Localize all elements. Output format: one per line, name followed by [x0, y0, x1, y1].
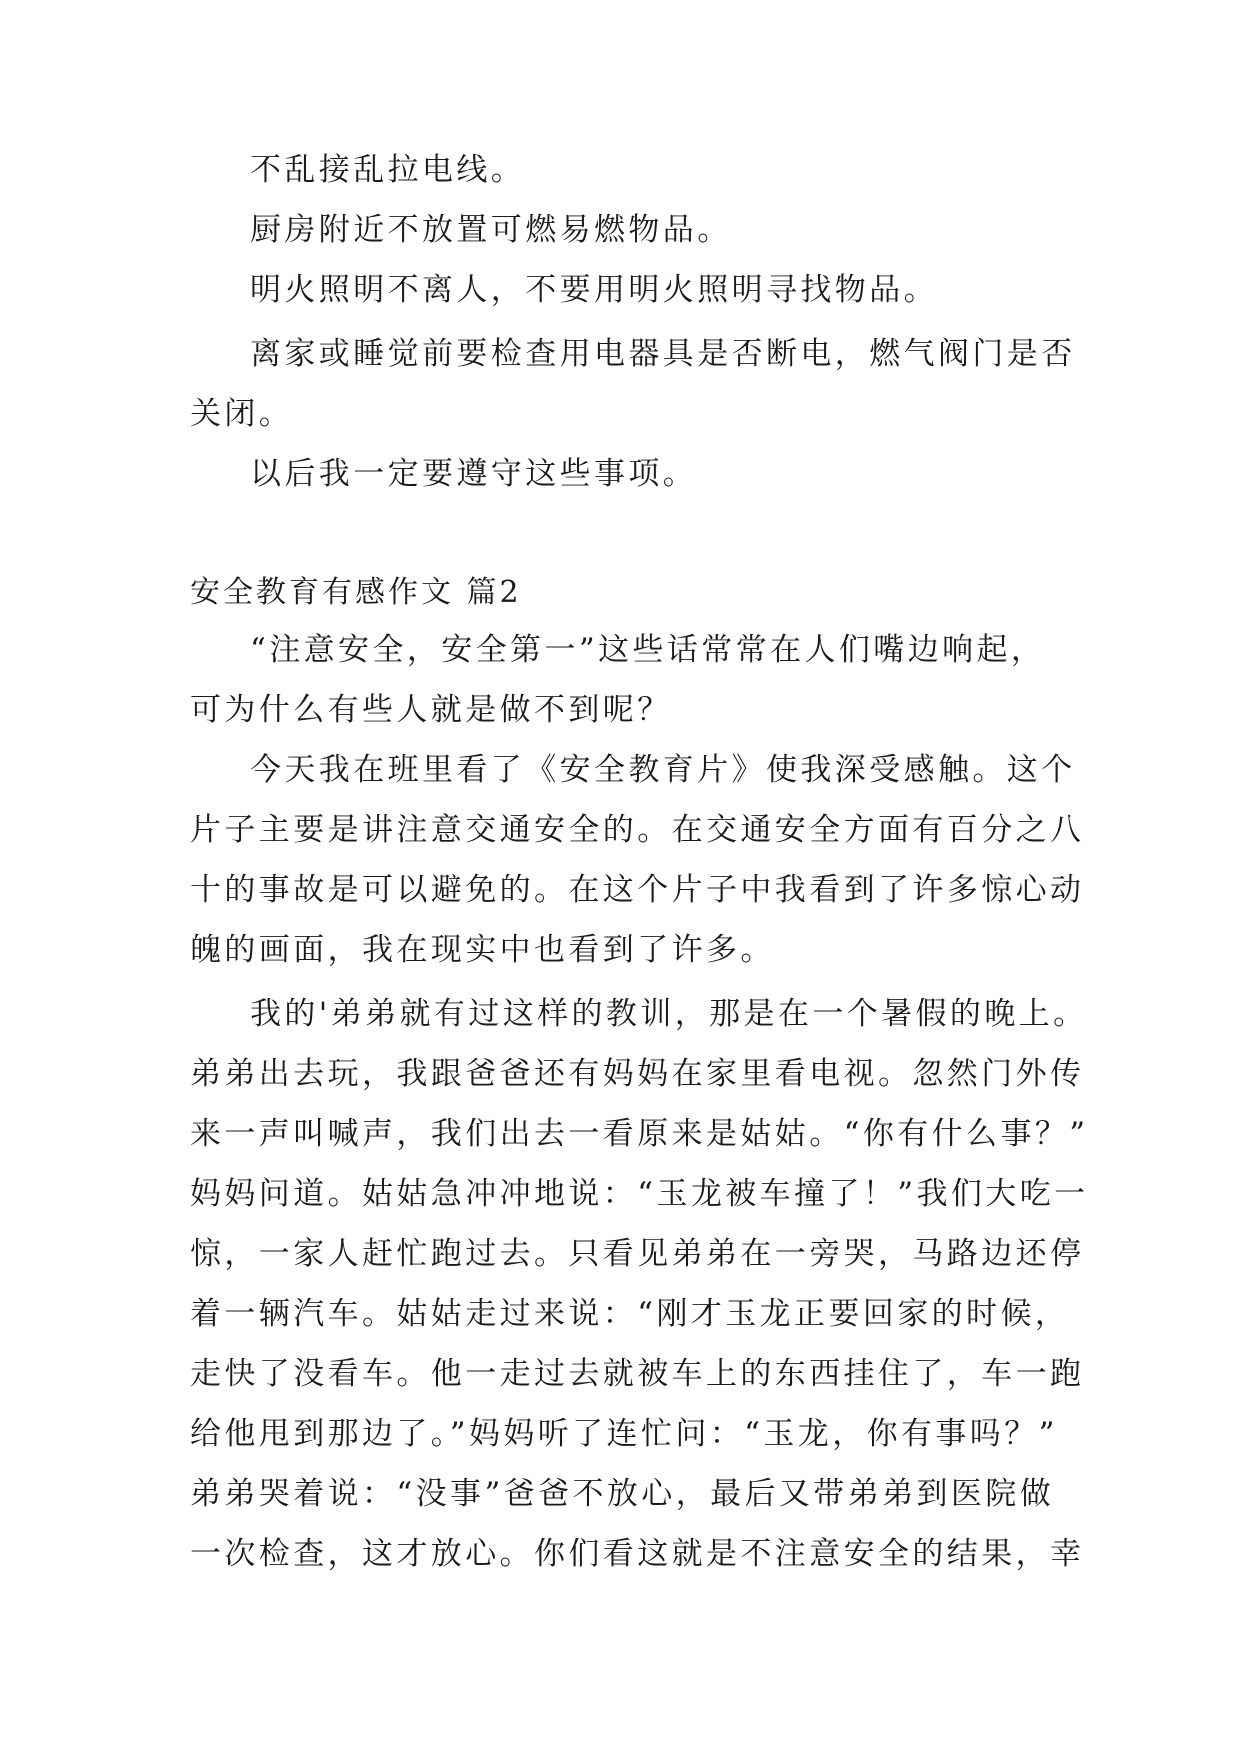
paragraph-line: 魄的画面，我在现实中也看到了许多。 — [190, 932, 775, 968]
paragraph-line: 厨房附近不放置可燃易燃物品。 — [250, 212, 732, 248]
paragraph-line: 今天我在班里看了《安全教育片》使我深受感触。这个 — [250, 752, 1076, 788]
paragraph-line: 十的事故是可以避免的。在这个片子中我看到了许多惊心动 — [190, 872, 1085, 908]
paragraph-line: 来一声叫喊声，我们出去一看原来是姑姑。“你有什么事？” — [190, 1116, 1089, 1152]
paragraph-line: 不乱接乱拉电线。 — [250, 152, 526, 188]
paragraph-line: “注意安全，安全第一”这些话常常在人们嘴边响起， — [250, 632, 1046, 668]
paragraph-line: 关闭。 — [190, 396, 294, 432]
paragraph-line: 明火照明不离人，不要用明火照明寻找物品。 — [250, 272, 938, 308]
paragraph-line: 妈妈问道。姑姑急冲冲地说：“玉龙被车撞了！”我们大吃一 — [190, 1176, 1089, 1212]
paragraph-line: 可为什么有些人就是做不到呢？ — [190, 692, 672, 728]
paragraph-line: 片子主要是讲注意交通安全的。在交通安全方面有百分之八 — [190, 812, 1085, 848]
section-heading: 安全教育有感作文 篇2 — [190, 575, 522, 610]
paragraph-line: 我的'弟弟就有过这样的教训，那是在一个暑假的晚上。 — [250, 996, 1088, 1032]
paragraph-line: 着一辆汽车。姑姑走过来说：“刚才玉龙正要回家的时候， — [190, 1296, 1070, 1332]
paragraph-line: 给他甩到那边了。”妈妈听了连忙问：“玉龙，你有事吗？” — [190, 1416, 1058, 1452]
paragraph-line: 惊，一家人赶忙跑过去。只看见弟弟在一旁哭，马路边还停 — [190, 1236, 1085, 1272]
paragraph-line: 弟弟出去玩，我跟爸爸还有妈妈在家里看电视。忽然门外传 — [190, 1056, 1085, 1092]
paragraph-line: 离家或睡觉前要检查用电器具是否断电，燃气阀门是否 — [250, 336, 1076, 372]
paragraph-line: 一次检查，这才放心。你们看这就是不注意安全的结果，幸 — [190, 1536, 1085, 1572]
paragraph-line: 弟弟哭着说：“没事”爸爸不放心，最后又带弟弟到医院做 — [190, 1476, 1055, 1512]
paragraph-line: 以后我一定要遵守这些事项。 — [250, 456, 698, 492]
paragraph-line: 走快了没看车。他一走过去就被车上的东西挂住了，车一跑 — [190, 1356, 1085, 1392]
